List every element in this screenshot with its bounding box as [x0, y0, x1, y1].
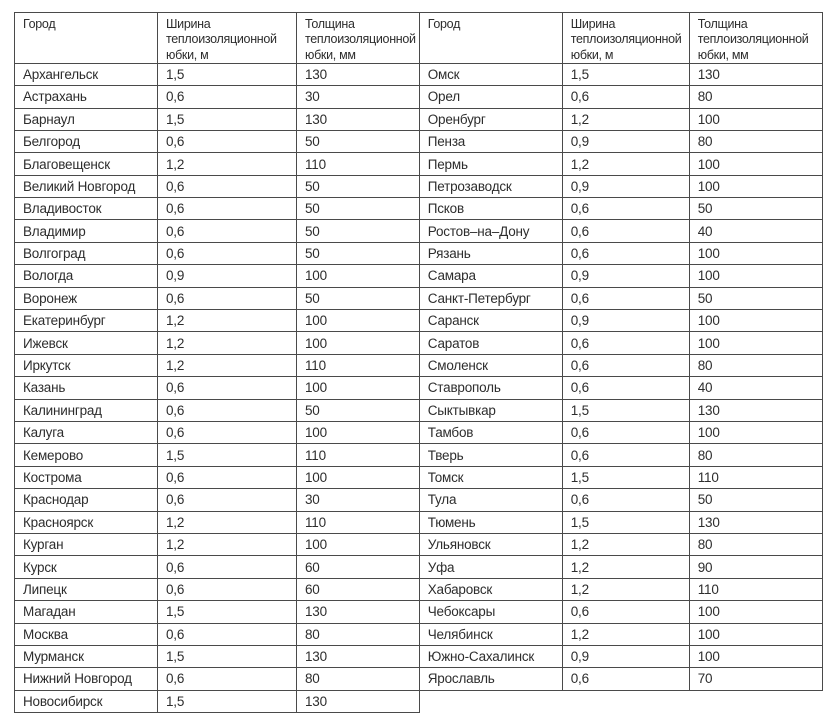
- table-row: [15, 399, 420, 421]
- table-row: [15, 153, 420, 175]
- skirt-thickness-cell: 130: [297, 108, 420, 130]
- city-cell: Архангельск: [15, 63, 158, 85]
- skirt-thickness-cell: 50: [297, 198, 420, 220]
- skirt-width-cell: 0,6: [562, 422, 689, 444]
- skirt-thickness-cell: 130: [297, 601, 420, 623]
- city-cell: Хабаровск: [419, 578, 562, 600]
- skirt-thickness-cell: 30: [297, 86, 420, 108]
- table-row: [15, 265, 420, 287]
- skirt-thickness-cell: 130: [689, 399, 822, 421]
- skirt-thickness-cell: 100: [689, 242, 822, 264]
- skirt-width-cell: 1,5: [158, 108, 297, 130]
- skirt-thickness-cell: 50: [689, 489, 822, 511]
- skirt-width-cell: 1,5: [158, 63, 297, 85]
- table-row: [15, 354, 420, 376]
- skirt-width-cell: 0,6: [158, 623, 297, 645]
- table-body-left: [15, 63, 420, 712]
- city-cell: Ульяновск: [419, 533, 562, 555]
- city-cell: Владимир: [15, 220, 158, 242]
- table-row: [15, 422, 420, 444]
- skirt-width-cell: 0,9: [562, 265, 689, 287]
- table-row: [419, 511, 822, 533]
- skirt-thickness-cell: 30: [297, 489, 420, 511]
- skirt-width-cell: 0,9: [562, 310, 689, 332]
- skirt-width-cell: 1,2: [562, 108, 689, 130]
- skirt-thickness-cell: 100: [297, 310, 420, 332]
- city-cell: Екатеринбург: [15, 310, 158, 332]
- city-cell: Санкт-Петербург: [419, 287, 562, 309]
- skirt-width-cell: 0,6: [158, 175, 297, 197]
- city-cell: Курган: [15, 533, 158, 555]
- table-row: [419, 444, 822, 466]
- column-header-skirt-width: Ширина теплоизоляционной юбки, м: [158, 13, 297, 64]
- skirt-width-cell: 0,9: [562, 175, 689, 197]
- table-row: [419, 198, 822, 220]
- skirt-width-cell: 0,6: [562, 242, 689, 264]
- skirt-thickness-cell: 50: [297, 175, 420, 197]
- skirt-width-cell: 1,2: [158, 332, 297, 354]
- skirt-width-cell: 0,6: [158, 220, 297, 242]
- skirt-width-cell: 0,9: [562, 130, 689, 152]
- table-row: [419, 332, 822, 354]
- table-row: [15, 668, 420, 690]
- skirt-width-cell: 1,5: [158, 601, 297, 623]
- skirt-thickness-cell: 100: [297, 533, 420, 555]
- skirt-thickness-cell: 110: [689, 466, 822, 488]
- skirt-width-cell: 1,2: [562, 153, 689, 175]
- table-row: [419, 377, 822, 399]
- city-cell: Вологда: [15, 265, 158, 287]
- skirt-width-cell: 1,5: [562, 399, 689, 421]
- table-row: [419, 287, 822, 309]
- skirt-thickness-cell: 80: [297, 623, 420, 645]
- skirt-width-cell: 1,2: [158, 310, 297, 332]
- table-row: [419, 645, 822, 667]
- city-cell: Саранск: [419, 310, 562, 332]
- skirt-width-cell: 0,6: [562, 86, 689, 108]
- table-row: [419, 466, 822, 488]
- city-cell: Казань: [15, 377, 158, 399]
- city-cell: Калуга: [15, 422, 158, 444]
- skirt-thickness-cell: 100: [297, 332, 420, 354]
- city-cell: Липецк: [15, 578, 158, 600]
- city-cell: Ростов–на–Дону: [419, 220, 562, 242]
- insulation-skirt-table-left: [14, 12, 420, 713]
- skirt-width-cell: 0,6: [158, 399, 297, 421]
- city-cell: Томск: [419, 466, 562, 488]
- table-row: [15, 601, 420, 623]
- table-row: [15, 86, 420, 108]
- skirt-thickness-cell: 40: [689, 377, 822, 399]
- table-row: [419, 153, 822, 175]
- skirt-thickness-cell: 80: [689, 444, 822, 466]
- table-row: [15, 556, 420, 578]
- table-row: [15, 242, 420, 264]
- table-row: [419, 310, 822, 332]
- skirt-thickness-cell: 90: [689, 556, 822, 578]
- skirt-thickness-cell: 100: [297, 265, 420, 287]
- city-cell: Краснодар: [15, 489, 158, 511]
- skirt-width-cell: 1,2: [158, 533, 297, 555]
- city-cell: Красноярск: [15, 511, 158, 533]
- column-header-skirt-thickness: Толщина теплоизоляционной юбки, мм: [689, 13, 822, 64]
- city-cell: Воронеж: [15, 287, 158, 309]
- table-row: [15, 533, 420, 555]
- skirt-thickness-cell: 80: [297, 668, 420, 690]
- table-row: [15, 220, 420, 242]
- skirt-thickness-cell: 80: [689, 130, 822, 152]
- city-cell: Рязань: [419, 242, 562, 264]
- skirt-width-cell: 0,6: [562, 489, 689, 511]
- skirt-thickness-cell: 80: [689, 533, 822, 555]
- skirt-thickness-cell: 100: [689, 601, 822, 623]
- skirt-thickness-cell: 80: [689, 354, 822, 376]
- city-cell: Тула: [419, 489, 562, 511]
- table-row: [15, 130, 420, 152]
- city-cell: Петрозаводск: [419, 175, 562, 197]
- skirt-width-cell: 0,6: [562, 377, 689, 399]
- table-body-right: [419, 63, 822, 690]
- city-cell: Тверь: [419, 444, 562, 466]
- skirt-width-cell: 1,2: [562, 556, 689, 578]
- skirt-width-cell: 1,5: [562, 466, 689, 488]
- city-cell: Благовещенск: [15, 153, 158, 175]
- skirt-thickness-cell: 130: [689, 63, 822, 85]
- skirt-thickness-cell: 130: [297, 645, 420, 667]
- city-cell: Нижний Новгород: [15, 668, 158, 690]
- skirt-thickness-cell: 100: [689, 645, 822, 667]
- city-cell: Саратов: [419, 332, 562, 354]
- skirt-width-cell: 0,6: [158, 489, 297, 511]
- city-cell: Барнаул: [15, 108, 158, 130]
- skirt-thickness-cell: 100: [689, 623, 822, 645]
- skirt-thickness-cell: 130: [297, 63, 420, 85]
- skirt-width-cell: 0,9: [158, 265, 297, 287]
- table-row: [419, 578, 822, 600]
- skirt-width-cell: 0,6: [562, 220, 689, 242]
- skirt-thickness-cell: 40: [689, 220, 822, 242]
- skirt-thickness-cell: 110: [297, 511, 420, 533]
- header-row: [419, 13, 822, 64]
- skirt-thickness-cell: 100: [689, 422, 822, 444]
- table-row: [419, 489, 822, 511]
- table-row: [15, 690, 420, 712]
- skirt-width-cell: 0,9: [562, 645, 689, 667]
- city-cell: Великий Новгород: [15, 175, 158, 197]
- skirt-thickness-cell: 70: [689, 668, 822, 690]
- skirt-width-cell: 0,6: [158, 242, 297, 264]
- skirt-width-cell: 1,5: [158, 444, 297, 466]
- skirt-width-cell: 1,5: [158, 645, 297, 667]
- skirt-width-cell: 0,6: [158, 377, 297, 399]
- table-row: [419, 265, 822, 287]
- skirt-thickness-cell: 80: [689, 86, 822, 108]
- city-cell: Мурманск: [15, 645, 158, 667]
- city-cell: Ярославль: [419, 668, 562, 690]
- skirt-width-cell: 1,2: [562, 578, 689, 600]
- city-cell: Самара: [419, 265, 562, 287]
- skirt-width-cell: 0,6: [562, 332, 689, 354]
- city-cell: Иркутск: [15, 354, 158, 376]
- header-row: [15, 13, 420, 64]
- table-row: [419, 242, 822, 264]
- skirt-thickness-cell: 50: [689, 287, 822, 309]
- city-cell: Тюмень: [419, 511, 562, 533]
- table-row: [419, 108, 822, 130]
- skirt-width-cell: 1,2: [562, 533, 689, 555]
- city-cell: Омск: [419, 63, 562, 85]
- skirt-thickness-cell: 60: [297, 578, 420, 600]
- skirt-width-cell: 0,6: [158, 287, 297, 309]
- city-cell: Кострома: [15, 466, 158, 488]
- table-row: [419, 86, 822, 108]
- table-row: [15, 511, 420, 533]
- city-cell: Челябинск: [419, 623, 562, 645]
- skirt-width-cell: 0,6: [562, 444, 689, 466]
- table-row: [15, 287, 420, 309]
- table-row: [419, 175, 822, 197]
- skirt-thickness-cell: 100: [689, 332, 822, 354]
- table-row: [419, 601, 822, 623]
- table-row: [15, 108, 420, 130]
- skirt-width-cell: 0,6: [562, 668, 689, 690]
- skirt-width-cell: 1,5: [562, 511, 689, 533]
- skirt-width-cell: 1,5: [562, 63, 689, 85]
- table-row: [419, 533, 822, 555]
- city-cell: Волгоград: [15, 242, 158, 264]
- skirt-thickness-cell: 100: [689, 108, 822, 130]
- city-cell: Кемерово: [15, 444, 158, 466]
- city-cell: Оренбург: [419, 108, 562, 130]
- city-cell: Астрахань: [15, 86, 158, 108]
- skirt-width-cell: 1,2: [562, 623, 689, 645]
- city-cell: Ставрополь: [419, 377, 562, 399]
- city-cell: Калининград: [15, 399, 158, 421]
- table-row: [419, 623, 822, 645]
- city-cell: Ижевск: [15, 332, 158, 354]
- skirt-thickness-cell: 130: [689, 511, 822, 533]
- city-cell: Южно-Сахалинск: [419, 645, 562, 667]
- table-row: [15, 466, 420, 488]
- table-row: [419, 130, 822, 152]
- column-header-skirt-thickness: Толщина теплоизоляционной юбки, мм: [297, 13, 420, 64]
- table-row: [15, 645, 420, 667]
- skirt-thickness-cell: 60: [297, 556, 420, 578]
- skirt-thickness-cell: 50: [297, 242, 420, 264]
- city-cell: Тамбов: [419, 422, 562, 444]
- skirt-width-cell: 0,6: [562, 198, 689, 220]
- skirt-thickness-cell: 100: [689, 175, 822, 197]
- skirt-thickness-cell: 50: [297, 399, 420, 421]
- skirt-width-cell: 0,6: [158, 466, 297, 488]
- column-header-city: Город: [419, 13, 562, 64]
- skirt-thickness-cell: 50: [297, 130, 420, 152]
- table-row: [15, 623, 420, 645]
- skirt-width-cell: 0,6: [158, 86, 297, 108]
- table-row: [15, 578, 420, 600]
- city-cell: Курск: [15, 556, 158, 578]
- city-cell: Сыктывкар: [419, 399, 562, 421]
- table-row: [419, 63, 822, 85]
- city-cell: Владивосток: [15, 198, 158, 220]
- skirt-thickness-cell: 100: [689, 153, 822, 175]
- table-row: [15, 489, 420, 511]
- table-row: [15, 332, 420, 354]
- skirt-thickness-cell: 100: [297, 466, 420, 488]
- skirt-width-cell: 0,6: [158, 422, 297, 444]
- table-row: [419, 354, 822, 376]
- skirt-thickness-cell: 100: [689, 310, 822, 332]
- table-row: [15, 444, 420, 466]
- city-cell: Смоленск: [419, 354, 562, 376]
- skirt-width-cell: 0,6: [158, 130, 297, 152]
- table-row: [419, 220, 822, 242]
- skirt-thickness-cell: 100: [689, 265, 822, 287]
- column-header-skirt-width: Ширина теплоизоляционной юбки, м: [562, 13, 689, 64]
- insulation-skirt-table-right: [419, 12, 823, 691]
- skirt-width-cell: 1,2: [158, 511, 297, 533]
- skirt-thickness-cell: 100: [297, 377, 420, 399]
- table-row: [15, 310, 420, 332]
- skirt-width-cell: 0,6: [158, 578, 297, 600]
- skirt-width-cell: 0,6: [562, 354, 689, 376]
- table-row: [15, 377, 420, 399]
- skirt-thickness-cell: 110: [297, 444, 420, 466]
- skirt-thickness-cell: 100: [297, 422, 420, 444]
- skirt-thickness-cell: 50: [297, 220, 420, 242]
- city-cell: Уфа: [419, 556, 562, 578]
- column-header-city: Город: [15, 13, 158, 64]
- table-row: [15, 198, 420, 220]
- city-cell: Белгород: [15, 130, 158, 152]
- city-cell: Псков: [419, 198, 562, 220]
- table-row: [419, 422, 822, 444]
- skirt-width-cell: 0,6: [562, 601, 689, 623]
- table-row: [419, 668, 822, 690]
- city-cell: Орел: [419, 86, 562, 108]
- table-row: [15, 175, 420, 197]
- skirt-width-cell: 1,5: [158, 690, 297, 712]
- tables-row: [14, 12, 833, 713]
- skirt-width-cell: 0,6: [158, 198, 297, 220]
- city-cell: Пермь: [419, 153, 562, 175]
- skirt-thickness-cell: 130: [297, 690, 420, 712]
- skirt-width-cell: 0,6: [158, 668, 297, 690]
- city-cell: Москва: [15, 623, 158, 645]
- city-cell: Магадан: [15, 601, 158, 623]
- skirt-width-cell: 1,2: [158, 354, 297, 376]
- skirt-thickness-cell: 50: [297, 287, 420, 309]
- table-row: [419, 399, 822, 421]
- skirt-thickness-cell: 110: [297, 354, 420, 376]
- skirt-width-cell: 1,2: [158, 153, 297, 175]
- city-cell: Чебоксары: [419, 601, 562, 623]
- skirt-thickness-cell: 50: [689, 198, 822, 220]
- table-row: [15, 63, 420, 85]
- skirt-thickness-cell: 110: [297, 153, 420, 175]
- table-row: [419, 556, 822, 578]
- city-cell: Новосибирск: [15, 690, 158, 712]
- skirt-width-cell: 0,6: [562, 287, 689, 309]
- skirt-thickness-cell: 110: [689, 578, 822, 600]
- skirt-width-cell: 0,6: [158, 556, 297, 578]
- city-cell: Пенза: [419, 130, 562, 152]
